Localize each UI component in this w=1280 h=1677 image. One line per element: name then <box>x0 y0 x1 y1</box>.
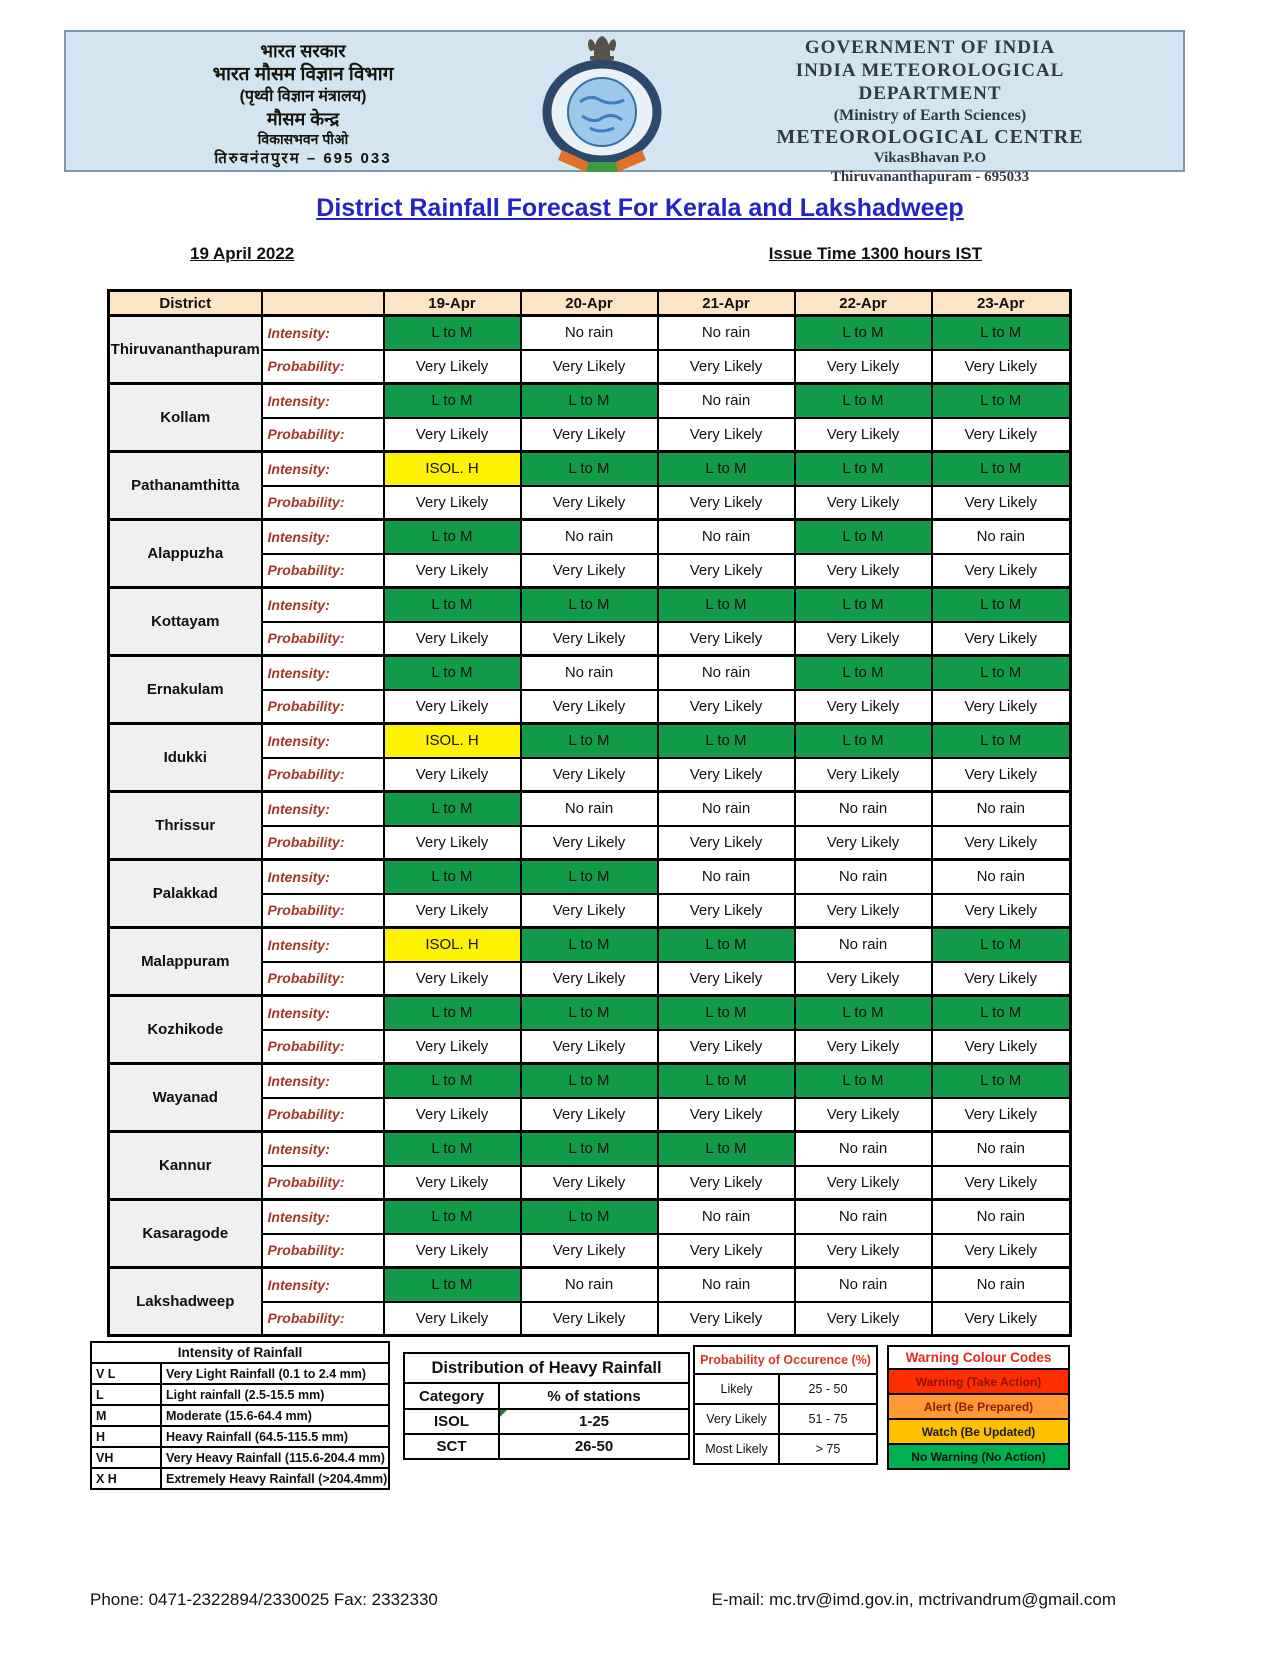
district-name: Palakkad <box>109 860 262 928</box>
intensity-cell: L to M <box>384 384 521 418</box>
intensity-description: Very Heavy Rainfall (115.6-204.4 mm) <box>161 1447 389 1468</box>
district-row <box>109 928 1071 962</box>
intensity-description: Very Light Rainfall (0.1 to 2.4 mm) <box>161 1363 389 1384</box>
intensity-cell: L to M <box>384 860 521 894</box>
probability-cell: Very Likely <box>795 1098 932 1132</box>
intensity-cell: L to M <box>384 1132 521 1166</box>
probability-cell: Very Likely <box>521 758 658 792</box>
intensity-cell: L to M <box>521 1064 658 1098</box>
probability-cell: Very Likely <box>521 622 658 656</box>
intensity-cell: L to M <box>384 316 521 350</box>
header-left-line: तिरुवनंतपुरम – 695 033 <box>214 149 392 167</box>
probability-legend-row <box>694 1434 877 1464</box>
probability-cell: Very Likely <box>932 826 1071 860</box>
intensity-code: L <box>91 1384 161 1405</box>
probability-cell: Very Likely <box>384 350 521 384</box>
probability-cell: Very Likely <box>658 1098 795 1132</box>
probability-cell: Very Likely <box>932 554 1071 588</box>
district-row <box>109 656 1071 690</box>
probability-cell: Very Likely <box>795 1166 932 1200</box>
header-right-line: GOVERNMENT OF INDIA <box>804 37 1056 58</box>
district-name: Idukki <box>109 724 262 792</box>
district-name: Pathanamthitta <box>109 452 262 520</box>
probability-cell: Very Likely <box>795 1234 932 1268</box>
district-row <box>109 1132 1071 1166</box>
intensity-label: Intensity: <box>262 724 384 758</box>
intensity-code: V L <box>91 1363 161 1384</box>
header-right-line: DEPARTMENT <box>858 83 1002 105</box>
intensity-cell: No rain <box>932 860 1071 894</box>
column-header: 22-Apr <box>795 291 932 316</box>
probability-cell: Very Likely <box>658 962 795 996</box>
intensity-description: Moderate (15.6-64.4 mm) <box>161 1405 389 1426</box>
intensity-cell: L to M <box>932 656 1071 690</box>
probability-label: Probability: <box>262 1234 384 1268</box>
probability-cell: Very Likely <box>658 486 795 520</box>
intensity-cell: No rain <box>521 520 658 554</box>
probability-legend-title: Probability of Occurence (%) <box>694 1346 877 1374</box>
probability-cell: Very Likely <box>384 622 521 656</box>
probability-cell: Very Likely <box>932 622 1071 656</box>
probability-term: Likely <box>694 1374 779 1404</box>
intensity-description: Extremely Heavy Rainfall (>204.4mm) <box>161 1468 389 1489</box>
intensity-cell: L to M <box>384 1268 521 1302</box>
distribution-legend-title: Distribution of Heavy Rainfall <box>404 1353 689 1383</box>
probability-cell: Very Likely <box>384 1166 521 1200</box>
probability-label: Probability: <box>262 350 384 384</box>
probability-cell: Very Likely <box>932 758 1071 792</box>
probability-label: Probability: <box>262 1030 384 1064</box>
intensity-label: Intensity: <box>262 452 384 486</box>
probability-cell: Very Likely <box>384 758 521 792</box>
probability-cell: Very Likely <box>521 486 658 520</box>
probability-cell: Very Likely <box>384 554 521 588</box>
intensity-cell: No rain <box>932 1132 1071 1166</box>
district-row <box>109 452 1071 486</box>
probability-label: Probability: <box>262 486 384 520</box>
intensity-cell: L to M <box>521 860 658 894</box>
header-left-line: विकासभवन पीओ <box>257 130 349 147</box>
district-name: Kollam <box>109 384 262 452</box>
probability-cell: Very Likely <box>795 1030 932 1064</box>
district-name: Kozhikode <box>109 996 262 1064</box>
intensity-label: Intensity: <box>262 928 384 962</box>
probability-range: 25 - 50 <box>779 1374 877 1404</box>
intensity-legend-row <box>91 1468 389 1489</box>
intensity-label: Intensity: <box>262 860 384 894</box>
district-row <box>109 1268 1071 1302</box>
intensity-cell: No rain <box>932 1268 1071 1302</box>
intensity-description: Light rainfall (2.5-15.5 mm) <box>161 1384 389 1405</box>
probability-cell: Very Likely <box>521 962 658 996</box>
probability-cell: Very Likely <box>384 1098 521 1132</box>
header-right-line: (Ministry of Earth Sciences) <box>833 106 1027 124</box>
district-row <box>109 1200 1071 1234</box>
probability-label: Probability: <box>262 690 384 724</box>
header-right-line: Thiruvananthapuram - 695033 <box>830 168 1030 185</box>
intensity-cell: L to M <box>932 928 1071 962</box>
probability-legend-row <box>694 1404 877 1434</box>
probability-range: 51 - 75 <box>779 1404 877 1434</box>
intensity-label: Intensity: <box>262 1200 384 1234</box>
probability-term: Very Likely <box>694 1404 779 1434</box>
intensity-cell: L to M <box>658 1132 795 1166</box>
intensity-cell: L to M <box>932 384 1071 418</box>
intensity-cell: L to M <box>521 384 658 418</box>
probability-cell: Very Likely <box>658 1302 795 1336</box>
intensity-cell: L to M <box>521 928 658 962</box>
intensity-cell: No rain <box>658 1200 795 1234</box>
warning-code-label: Warning (Take Action) <box>888 1369 1069 1394</box>
district-name: Thrissur <box>109 792 262 860</box>
header-left <box>108 40 498 168</box>
intensity-cell: L to M <box>932 996 1071 1030</box>
distribution-col-stations: % of stations <box>499 1383 689 1409</box>
probability-cell: Very Likely <box>795 758 932 792</box>
header-left-line: (पृथ्वी विज्ञान मंत्रालय) <box>239 88 367 106</box>
district-row <box>109 1064 1071 1098</box>
column-header: 20-Apr <box>521 291 658 316</box>
intensity-cell: No rain <box>795 1268 932 1302</box>
probability-cell: Very Likely <box>521 826 658 860</box>
intensity-cell: L to M <box>384 792 521 826</box>
header-right <box>705 36 1155 186</box>
probability-cell: Very Likely <box>658 350 795 384</box>
warning-codes-title: Warning Colour Codes <box>888 1346 1069 1369</box>
column-header: 21-Apr <box>658 291 795 316</box>
letterhead-band <box>64 30 1185 185</box>
district-row <box>109 588 1071 622</box>
intensity-cell: No rain <box>658 792 795 826</box>
header-left-line: मौसम केन्द्र <box>266 108 340 129</box>
forecast-table <box>107 289 1072 1337</box>
district-name: Lakshadweep <box>109 1268 262 1336</box>
district-row <box>109 384 1071 418</box>
intensity-cell: L to M <box>658 724 795 758</box>
probability-cell: Very Likely <box>658 1030 795 1064</box>
probability-cell: Very Likely <box>384 1030 521 1064</box>
intensity-cell: L to M <box>795 724 932 758</box>
probability-cell: Very Likely <box>521 1098 658 1132</box>
probability-cell: Very Likely <box>384 962 521 996</box>
warning-code-row <box>888 1394 1069 1419</box>
intensity-cell: L to M <box>795 384 932 418</box>
intensity-cell: L to M <box>521 996 658 1030</box>
probability-cell: Very Likely <box>658 826 795 860</box>
warning-code-row <box>888 1419 1069 1444</box>
intensity-label: Intensity: <box>262 316 384 350</box>
district-name: Kottayam <box>109 588 262 656</box>
probability-cell: Very Likely <box>795 894 932 928</box>
intensity-cell: L to M <box>932 1064 1071 1098</box>
district-name: Wayanad <box>109 1064 262 1132</box>
probability-cell: Very Likely <box>795 486 932 520</box>
intensity-cell: No rain <box>795 928 932 962</box>
intensity-legend-row <box>91 1363 389 1384</box>
intensity-cell: No rain <box>932 520 1071 554</box>
probability-label: Probability: <box>262 758 384 792</box>
footer-email: E-mail: mc.trv@imd.gov.in, mctrivandrum@gmail.com <box>711 1590 1116 1609</box>
probability-label: Probability: <box>262 826 384 860</box>
intensity-label: Intensity: <box>262 520 384 554</box>
intensity-legend-title: Intensity of Rainfall <box>91 1342 389 1363</box>
column-header: District <box>109 291 262 316</box>
column-header <box>262 291 384 316</box>
intensity-cell: No rain <box>521 316 658 350</box>
intensity-cell: No rain <box>521 1268 658 1302</box>
distribution-legend-row <box>404 1409 689 1434</box>
footer-phone: Phone: 0471-2322894/2330025 Fax: 2332330 <box>90 1590 438 1609</box>
intensity-cell: No rain <box>658 316 795 350</box>
probability-label: Probability: <box>262 418 384 452</box>
probability-cell: Very Likely <box>384 894 521 928</box>
probability-cell: Very Likely <box>521 1166 658 1200</box>
probability-cell: Very Likely <box>521 350 658 384</box>
probability-cell: Very Likely <box>932 1098 1071 1132</box>
probability-cell: Very Likely <box>932 1166 1071 1200</box>
warning-code-label: No Warning (No Action) <box>888 1444 1069 1469</box>
probability-cell: Very Likely <box>932 1234 1071 1268</box>
intensity-cell: L to M <box>521 452 658 486</box>
header-left-line: भारत मौसम विज्ञान विभाग <box>212 64 394 86</box>
intensity-cell: L to M <box>795 996 932 1030</box>
probability-cell: Very Likely <box>795 826 932 860</box>
distribution-category: SCT <box>404 1434 499 1459</box>
district-name: Malappuram <box>109 928 262 996</box>
intensity-cell: L to M <box>932 452 1071 486</box>
header-right-line: METEOROLOGICAL CENTRE <box>776 126 1084 149</box>
intensity-label: Intensity: <box>262 1132 384 1166</box>
column-header: 23-Apr <box>932 291 1071 316</box>
probability-cell: Very Likely <box>932 894 1071 928</box>
district-row <box>109 860 1071 894</box>
intensity-cell: No rain <box>521 792 658 826</box>
probability-cell: Very Likely <box>932 350 1071 384</box>
probability-cell: Very Likely <box>932 1030 1071 1064</box>
forecast-table-body <box>109 316 1071 1336</box>
probability-cell: Very Likely <box>795 690 932 724</box>
intensity-cell: L to M <box>658 588 795 622</box>
intensity-cell: L to M <box>795 520 932 554</box>
intensity-legend-row <box>91 1447 389 1468</box>
intensity-cell: No rain <box>658 860 795 894</box>
district-row <box>109 316 1071 350</box>
probability-cell: Very Likely <box>521 1234 658 1268</box>
intensity-cell: No rain <box>932 792 1071 826</box>
probability-label: Probability: <box>262 962 384 996</box>
probability-cell: Very Likely <box>795 350 932 384</box>
intensity-cell: L to M <box>932 316 1071 350</box>
forecast-date: 19 April 2022 <box>190 244 295 263</box>
intensity-cell: L to M <box>658 996 795 1030</box>
probability-cell: Very Likely <box>521 1030 658 1064</box>
intensity-cell: L to M <box>521 588 658 622</box>
intensity-code: H <box>91 1426 161 1447</box>
probability-cell: Very Likely <box>795 962 932 996</box>
intensity-cell: ISOL. H <box>384 452 521 486</box>
page-title: District Rainfall Forecast For Kerala and Lakshadweep <box>316 194 964 222</box>
intensity-cell: No rain <box>795 1200 932 1234</box>
probability-cell: Very Likely <box>384 1302 521 1336</box>
intensity-label: Intensity: <box>262 996 384 1030</box>
header-right-line: VikasBhavan P.O <box>873 150 987 167</box>
probability-cell: Very Likely <box>932 690 1071 724</box>
intensity-cell: L to M <box>521 724 658 758</box>
probability-legend-row <box>694 1374 877 1404</box>
intensity-legend-table <box>90 1341 390 1490</box>
probability-cell: Very Likely <box>384 418 521 452</box>
intensity-legend-row <box>91 1426 389 1447</box>
distribution-legend-table <box>403 1352 690 1460</box>
distribution-legend-row <box>404 1434 689 1459</box>
intensity-cell: No rain <box>795 1132 932 1166</box>
district-row <box>109 724 1071 758</box>
intensity-cell: L to M <box>795 452 932 486</box>
warning-codes-table <box>887 1345 1070 1470</box>
intensity-code: VH <box>91 1447 161 1468</box>
district-name: Ernakulam <box>109 656 262 724</box>
intensity-cell: L to M <box>795 316 932 350</box>
warning-code-row <box>888 1369 1069 1394</box>
intensity-cell: L to M <box>658 1064 795 1098</box>
column-header: 19-Apr <box>384 291 521 316</box>
intensity-cell: L to M <box>521 1200 658 1234</box>
intensity-cell: No rain <box>658 656 795 690</box>
probability-cell: Very Likely <box>658 1234 795 1268</box>
probability-cell: Very Likely <box>932 486 1071 520</box>
probability-cell: Very Likely <box>521 554 658 588</box>
probability-label: Probability: <box>262 1166 384 1200</box>
probability-cell: Very Likely <box>658 554 795 588</box>
probability-cell: Very Likely <box>795 1302 932 1336</box>
probability-term: Most Likely <box>694 1434 779 1464</box>
intensity-cell: No rain <box>658 520 795 554</box>
probability-cell: Very Likely <box>795 418 932 452</box>
probability-cell: Very Likely <box>658 622 795 656</box>
cell-corner-marker <box>500 1410 507 1417</box>
probability-cell: Very Likely <box>658 758 795 792</box>
header-right-line: INDIA METEOROLOGICAL <box>795 60 1065 82</box>
probability-range: > 75 <box>779 1434 877 1464</box>
intensity-cell: L to M <box>384 1200 521 1234</box>
intensity-label: Intensity: <box>262 792 384 826</box>
probability-cell: Very Likely <box>384 1234 521 1268</box>
intensity-cell: L to M <box>384 996 521 1030</box>
intensity-label: Intensity: <box>262 656 384 690</box>
probability-label: Probability: <box>262 1098 384 1132</box>
intensity-description: Heavy Rainfall (64.5-115.5 mm) <box>161 1426 389 1447</box>
probability-cell: Very Likely <box>384 690 521 724</box>
district-name: Thiruvananthapuram <box>109 316 262 384</box>
intensity-cell: L to M <box>795 656 932 690</box>
intensity-label: Intensity: <box>262 1268 384 1302</box>
intensity-label: Intensity: <box>262 588 384 622</box>
probability-cell: Very Likely <box>658 418 795 452</box>
intensity-cell: L to M <box>384 520 521 554</box>
probability-cell: Very Likely <box>658 894 795 928</box>
probability-label: Probability: <box>262 622 384 656</box>
header-left-line: भारत सरकार <box>260 41 346 61</box>
probability-cell: Very Likely <box>795 554 932 588</box>
probability-cell: Very Likely <box>932 418 1071 452</box>
intensity-code: X H <box>91 1468 161 1489</box>
probability-label: Probability: <box>262 554 384 588</box>
district-name: Kasaragode <box>109 1200 262 1268</box>
intensity-cell: L to M <box>658 452 795 486</box>
probability-cell: Very Likely <box>932 1302 1071 1336</box>
intensity-code: M <box>91 1405 161 1426</box>
warning-code-row <box>888 1444 1069 1469</box>
intensity-cell: L to M <box>795 1064 932 1098</box>
intensity-cell: L to M <box>932 588 1071 622</box>
probability-cell: Very Likely <box>521 418 658 452</box>
probability-cell: Very Likely <box>932 962 1071 996</box>
intensity-cell: L to M <box>658 928 795 962</box>
intensity-cell: L to M <box>384 656 521 690</box>
warning-code-label: Watch (Be Updated) <box>888 1419 1069 1444</box>
forecast-header-row <box>109 291 1071 316</box>
district-row <box>109 520 1071 554</box>
district-row <box>109 996 1071 1030</box>
probability-cell: Very Likely <box>795 622 932 656</box>
intensity-cell: No rain <box>658 384 795 418</box>
district-name: Alappuzha <box>109 520 262 588</box>
district-name: Kannur <box>109 1132 262 1200</box>
intensity-cell: L to M <box>384 588 521 622</box>
probability-label: Probability: <box>262 1302 384 1336</box>
forecast-table-head <box>109 291 1071 316</box>
intensity-cell: No rain <box>521 656 658 690</box>
intensity-cell: L to M <box>384 1064 521 1098</box>
issue-time: Issue Time 1300 hours IST <box>768 244 982 263</box>
intensity-cell: No rain <box>795 860 932 894</box>
probability-cell: Very Likely <box>384 486 521 520</box>
intensity-cell: L to M <box>795 588 932 622</box>
probability-cell: Very Likely <box>521 894 658 928</box>
probability-legend-table <box>693 1345 878 1465</box>
intensity-cell: ISOL. H <box>384 928 521 962</box>
imd-emblem-icon <box>532 24 672 176</box>
intensity-cell: L to M <box>521 1132 658 1166</box>
distribution-stations: 26-50 <box>499 1434 689 1459</box>
intensity-cell: L to M <box>932 724 1071 758</box>
intensity-legend-row <box>91 1384 389 1405</box>
distribution-stations: 1-25 <box>499 1409 689 1434</box>
probability-cell: Very Likely <box>521 690 658 724</box>
probability-label: Probability: <box>262 894 384 928</box>
intensity-legend-row <box>91 1405 389 1426</box>
distribution-col-category: Category <box>404 1383 499 1409</box>
probability-cell: Very Likely <box>658 1166 795 1200</box>
intensity-cell: No rain <box>795 792 932 826</box>
intensity-label: Intensity: <box>262 384 384 418</box>
probability-cell: Very Likely <box>521 1302 658 1336</box>
intensity-cell: No rain <box>658 1268 795 1302</box>
district-row <box>109 792 1071 826</box>
intensity-cell: No rain <box>932 1200 1071 1234</box>
intensity-cell: ISOL. H <box>384 724 521 758</box>
probability-cell: Very Likely <box>658 690 795 724</box>
warning-code-label: Alert (Be Prepared) <box>888 1394 1069 1419</box>
distribution-category: ISOL <box>404 1409 499 1434</box>
intensity-label: Intensity: <box>262 1064 384 1098</box>
probability-cell: Very Likely <box>384 826 521 860</box>
